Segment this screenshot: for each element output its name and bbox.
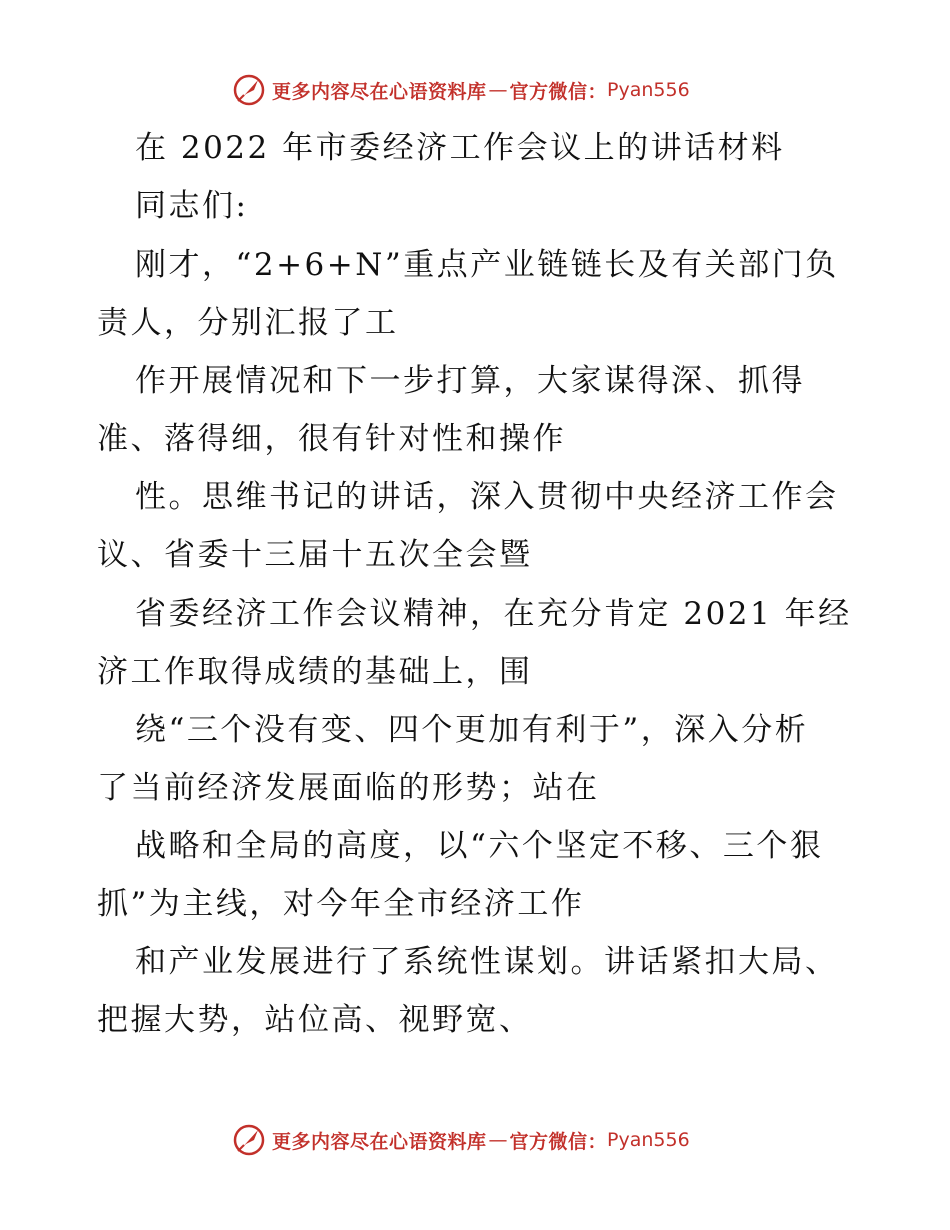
watermark-contact-id: Pyan556 (607, 79, 690, 101)
paragraph-line: 了当前经济发展面临的形势；站在 (97, 770, 600, 806)
paragraph-line: 准、落得细，很有针对性和操作 (97, 421, 566, 457)
watermark-separator: — (488, 1129, 508, 1151)
quill-circle-icon (232, 1123, 266, 1157)
paragraph-line: 战略和全局的高度，以“六个坚定不移、三个狠 (135, 828, 824, 864)
document-title: 在 2022 年市委经济工作会议上的讲话材料 (135, 130, 785, 166)
watermark-contact-id: Pyan556 (607, 1129, 690, 1151)
paragraph-line: 议、省委十三届十五次全会暨 (97, 537, 533, 573)
paragraph-line: 济工作取得成绩的基础上，围 (97, 654, 533, 690)
paragraph-line: 和产业发展进行了系统性谋划。讲话紧扣大局、 (135, 944, 839, 980)
paragraph-line: 把握大势，站位高、视野宽、 (97, 1002, 533, 1038)
paragraph-line: 刚才，“2+6+N”重点产业链链长及有关部门负 (135, 247, 839, 283)
document-salutation: 同志们: (135, 188, 249, 224)
paragraph-line: 责人，分别汇报了工 (97, 305, 399, 341)
watermark-separator: — (488, 79, 508, 101)
paragraph-line: 性。思维书记的讲话，深入贯彻中央经济工作会 (135, 479, 839, 515)
watermark-text: 更多内容尽在心语资料库 (272, 80, 487, 103)
paragraph-line: 省委经济工作会议精神，在充分肯定 2021 年经 (135, 596, 852, 632)
paragraph-line: 绕“三个没有变、四个更加有利于”，深入分析 (135, 712, 809, 748)
watermark-text: 更多内容尽在心语资料库 (272, 1130, 487, 1153)
paragraph-line: 抓”为主线，对今年全市经济工作 (97, 886, 585, 922)
watermark-contact-label: 官方微信： (509, 80, 608, 103)
paragraph-line: 作开展情况和下一步打算，大家谋得深、抓得 (135, 363, 805, 399)
watermark-footer (232, 1122, 690, 1158)
watermark-contact-label: 官方微信： (509, 1130, 608, 1153)
